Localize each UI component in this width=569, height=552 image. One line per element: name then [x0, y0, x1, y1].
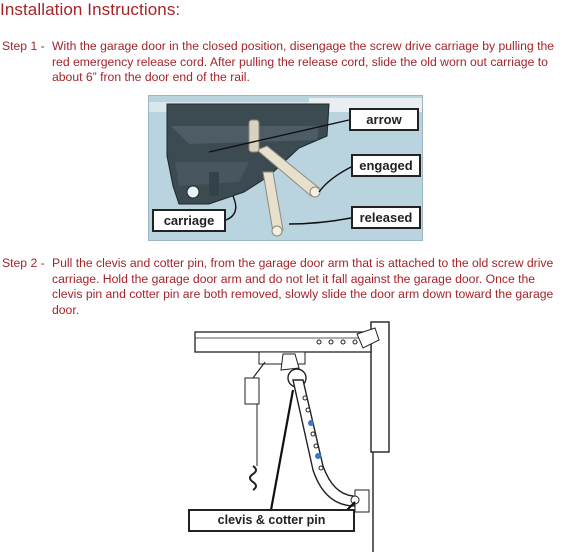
leader-carriage	[226, 196, 236, 220]
release-handle	[245, 378, 259, 404]
arm-released	[263, 172, 283, 232]
pin-hole-highlight	[308, 420, 314, 426]
callout-released: released	[351, 206, 421, 229]
carriage-hole	[187, 186, 199, 198]
callout-carriage: carriage	[152, 209, 226, 232]
step-1-number: Step 1 -	[2, 39, 45, 53]
leader-engaged	[319, 166, 353, 192]
release-lever	[249, 120, 259, 152]
step-2-text: Pull the clevis and cotter pin, from the garage door arm that is attached to the old screw drive carriage. Hold the garage door arm and do not let it fall against the garage door. Once the clevis pin and cotter pin are both removed, slowly slide the door arm down toward the garage door.	[52, 256, 554, 317]
door-arm	[293, 380, 355, 506]
step-2	[2, 256, 568, 318]
callout-engaged: engaged	[351, 154, 421, 177]
step-1-text: With the garage door in the closed position, disengage the screw drive carriage by pulling the red emergency release cord. After pulling the release cord, slide the old worn out carriage to about 6” fron the door end of the rail.	[52, 39, 555, 85]
leader-released	[289, 218, 351, 224]
cord-knot	[250, 466, 256, 490]
arm-released-end	[272, 226, 282, 236]
pointer-to-pivot	[271, 390, 293, 510]
callout-arrow: arrow	[349, 108, 419, 131]
step-1	[2, 39, 568, 86]
step-2-number: Step 2 -	[2, 256, 45, 270]
carriage-photo	[148, 95, 423, 241]
carriage-slot	[209, 172, 219, 196]
page-title: Installation Instructions:	[0, 0, 181, 19]
pin-hole-highlight-2	[315, 453, 321, 459]
arm-engaged-end	[310, 187, 320, 197]
clevis-label: clevis & cotter pin	[188, 509, 355, 532]
